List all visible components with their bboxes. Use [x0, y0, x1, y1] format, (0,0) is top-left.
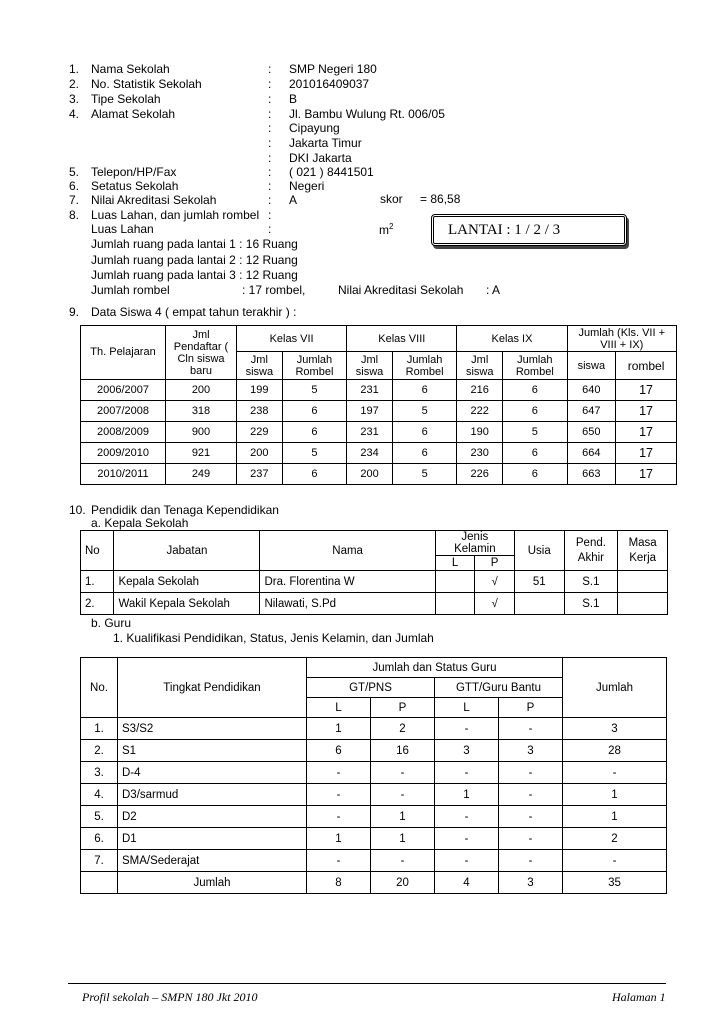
- kepala-table: [80, 530, 668, 615]
- guru-cell-no: 7.: [81, 850, 118, 872]
- guru-cell-no: 1.: [81, 718, 118, 740]
- guru-total-jumlah: 35: [563, 872, 667, 894]
- guru-cell-tingkat: S1: [118, 740, 307, 762]
- guru-cell-jumlah: 2: [563, 828, 667, 850]
- guru-total-gt-p: 20: [371, 872, 435, 894]
- profile-colon: :: [268, 121, 272, 135]
- siswa-row: [81, 401, 677, 422]
- ruang-lantai-1: Jumlah ruang pada lantai 1 : 16 Ruang: [91, 237, 298, 251]
- profile-value: SMP Negeri 180: [289, 62, 377, 76]
- guru-cell-jumlah: 3: [563, 718, 667, 740]
- siswa-cell-pendaftar: 318: [166, 401, 237, 422]
- siswa-cell-k8-rombel: 6: [392, 380, 456, 401]
- guru-cell-tingkat: D3/sarmud: [118, 784, 307, 806]
- guru-cell-gtt-l: -: [435, 762, 499, 784]
- guru-cell-jumlah: -: [563, 850, 667, 872]
- footer-right: Halaman 1: [612, 990, 666, 1004]
- siswa-cell-th-pelajaran: 2010/2011: [81, 464, 166, 485]
- gth-jumlah: Jumlah: [563, 658, 667, 718]
- profile-colon: :: [268, 151, 272, 165]
- siswa-cell-k7-siswa: 199: [237, 380, 283, 401]
- kepala-cell-l: [435, 593, 475, 615]
- profile-label: Luas Lahan: [91, 222, 154, 236]
- siswa-row: [81, 443, 677, 464]
- guru-table: [80, 657, 667, 894]
- gth-gtt-l: L: [435, 698, 499, 718]
- th-k8-rombel: Jumlah Rombel: [392, 352, 456, 380]
- siswa-cell-total-rombel: 17: [616, 443, 677, 464]
- gth-gtt-p: P: [499, 698, 563, 718]
- profile-no: 1.: [69, 62, 80, 76]
- profile-value: 201016409037: [289, 77, 370, 91]
- th-k8-siswa: Jml siswa: [347, 352, 393, 380]
- guru-cell-gt-l: 6: [307, 740, 371, 762]
- siswa-cell-th-pelajaran: 2006/2007: [81, 380, 166, 401]
- siswa-cell-k9-siswa: 226: [457, 464, 503, 485]
- profile-no: 6.: [69, 179, 80, 193]
- guru-cell-gt-p: 2: [371, 718, 435, 740]
- profile-colon: :: [268, 92, 272, 106]
- section10-no: 10.: [69, 503, 86, 517]
- siswa-cell-k8-rombel: 6: [392, 422, 456, 443]
- gth-status: Jumlah dan Status Guru: [307, 658, 563, 678]
- siswa-cell-total-rombel: 17: [616, 380, 677, 401]
- kepala-cell-p: √: [475, 593, 515, 615]
- siswa-cell-k8-siswa: 200: [347, 464, 393, 485]
- siswa-cell-k9-rombel: 6: [503, 401, 567, 422]
- siswa-cell-k7-siswa: 237: [237, 464, 283, 485]
- th-total: Jumlah (Kls. VII + VIII + IX): [567, 326, 676, 352]
- guru-total-gt-l: 8: [307, 872, 371, 894]
- guru-row: [81, 762, 667, 784]
- guru-row: [81, 718, 667, 740]
- siswa-cell-total-siswa: 664: [567, 443, 616, 464]
- guru-cell-gtt-p: -: [499, 718, 563, 740]
- th-kelas-7: Kelas VII: [237, 326, 347, 352]
- siswa-cell-k9-rombel: 6: [503, 443, 567, 464]
- profile-label: Tipe Sekolah: [91, 92, 161, 106]
- gth-no: No.: [81, 658, 118, 718]
- profile-label: No. Statistik Sekolah: [91, 77, 202, 91]
- siswa-cell-k9-rombel: 6: [503, 380, 567, 401]
- profile-value: Negeri: [289, 179, 325, 193]
- m2-sup: 2: [389, 222, 394, 231]
- sub-b1-title: 1. Kualifikasi Pendidikan, Status, Jenis Kelamin, dan Jumlah: [113, 631, 434, 645]
- guru-cell-gtt-p: -: [499, 784, 563, 806]
- kth-jk: Jenis Kelamin: [435, 531, 514, 556]
- gth-gtt: GTT/Guru Bantu: [435, 678, 563, 698]
- kepala-cell-masa: [618, 593, 668, 615]
- profile-value: Jl. Bambu Wulung Rt. 006/05: [289, 107, 445, 121]
- profile-colon: :: [268, 62, 272, 76]
- guru-cell-gtt-l: 3: [435, 740, 499, 762]
- lantai-text: LANTAI : 1 / 2 / 3: [448, 221, 561, 238]
- guru-cell-gt-p: 1: [371, 806, 435, 828]
- guru-row: [81, 850, 667, 872]
- section9-title: Data Siswa 4 ( empat tahun terakhir ) :: [91, 305, 297, 319]
- kth-l: L: [435, 556, 475, 571]
- siswa-cell-total-siswa: 650: [567, 422, 616, 443]
- guru-cell-gtt-p: -: [499, 828, 563, 850]
- lantai-box: [431, 214, 627, 246]
- th-total-rombel: rombel: [616, 352, 677, 380]
- th-th-pelajaran: Th. Pelajaran: [81, 326, 166, 380]
- kth-masa: Masa Kerja: [618, 531, 668, 571]
- guru-row: [81, 828, 667, 850]
- section9-no: 9.: [69, 305, 80, 319]
- th-kelas-8: Kelas VIII: [347, 326, 457, 352]
- siswa-cell-total-siswa: 640: [567, 380, 616, 401]
- profile-label: Alamat Sekolah: [91, 107, 176, 121]
- profile-colon: :: [268, 179, 272, 193]
- profile-label: Setatus Sekolah: [91, 179, 179, 193]
- gth-tingkat: Tingkat Pendidikan: [118, 658, 307, 718]
- guru-cell-gtt-l: -: [435, 828, 499, 850]
- kepala-cell-usia: 51: [514, 571, 564, 593]
- guru-total-blank: [81, 872, 118, 894]
- rombel-label: Jumlah rombel: [91, 283, 170, 297]
- kepala-cell-nama: Dra. Florentina W: [260, 571, 435, 593]
- guru-cell-gt-p: -: [371, 762, 435, 784]
- siswa-cell-k7-rombel: 6: [282, 401, 346, 422]
- profile-no: 5.: [69, 165, 80, 179]
- guru-cell-tingkat: D2: [118, 806, 307, 828]
- th-kelas-9: Kelas IX: [457, 326, 567, 352]
- ruang-lantai-2: Jumlah ruang pada lantai 2 : 12 Ruang: [91, 253, 298, 267]
- kepala-row: [81, 593, 668, 615]
- guru-cell-jumlah: -: [563, 762, 667, 784]
- siswa-cell-k8-siswa: 231: [347, 422, 393, 443]
- siswa-cell-pendaftar: 900: [166, 422, 237, 443]
- kth-jabatan: Jabatan: [114, 531, 260, 571]
- profile-value: B: [289, 92, 298, 106]
- kepala-row: [81, 571, 668, 593]
- kepala-cell-no: 1.: [81, 571, 114, 593]
- siswa-cell-k7-siswa: 229: [237, 422, 283, 443]
- guru-cell-tingkat: D1: [118, 828, 307, 850]
- skor-value: = 86,58: [420, 192, 461, 206]
- kepala-cell-no: 2.: [81, 593, 114, 615]
- siswa-cell-k9-rombel: 6: [503, 464, 567, 485]
- guru-cell-jumlah: 28: [563, 740, 667, 762]
- siswa-cell-total-rombel: 17: [616, 464, 677, 485]
- guru-cell-gt-p: -: [371, 784, 435, 806]
- siswa-cell-k8-rombel: 5: [392, 401, 456, 422]
- m2-unit: [379, 222, 393, 237]
- th-k7-siswa: Jml siswa: [237, 352, 283, 380]
- siswa-cell-total-siswa: 647: [567, 401, 616, 422]
- guru-cell-no: 2.: [81, 740, 118, 762]
- guru-total-gtt-l: 4: [435, 872, 499, 894]
- th-k9-siswa: Jml siswa: [457, 352, 503, 380]
- siswa-cell-pendaftar: 921: [166, 443, 237, 464]
- gth-gt-p: P: [371, 698, 435, 718]
- guru-total-row: [81, 872, 667, 894]
- profile-no: 7.: [69, 193, 80, 207]
- siswa-cell-k8-siswa: 234: [347, 443, 393, 464]
- akreditasi-label: Nilai Akreditasi Sekolah: [338, 283, 464, 297]
- guru-cell-no: 5.: [81, 806, 118, 828]
- th-pendaftar: Jml Pendaftar ( Cln siswa baru: [166, 326, 237, 380]
- section10-title: Pendidik dan Tenaga Kependidikan: [91, 503, 279, 517]
- siswa-cell-k9-rombel: 5: [503, 422, 567, 443]
- guru-cell-gtt-l: -: [435, 718, 499, 740]
- siswa-cell-total-siswa: 663: [567, 464, 616, 485]
- guru-cell-gt-l: -: [307, 850, 371, 872]
- kth-nama: Nama: [260, 531, 435, 571]
- profile-label: Nilai Akreditasi Sekolah: [91, 193, 217, 207]
- ruang-lantai-3: Jumlah ruang pada lantai 3 : 12 Ruang: [91, 268, 298, 282]
- kepala-cell-nama: Nilawati, S.Pd: [260, 593, 435, 615]
- kepala-cell-l: [435, 571, 475, 593]
- siswa-cell-k8-siswa: 231: [347, 380, 393, 401]
- siswa-cell-k9-siswa: 190: [457, 422, 503, 443]
- guru-cell-gt-l: 1: [307, 718, 371, 740]
- guru-cell-gt-l: -: [307, 806, 371, 828]
- siswa-cell-th-pelajaran: 2008/2009: [81, 422, 166, 443]
- kepala-cell-masa: [618, 571, 668, 593]
- profile-label: Telepon/HP/Fax: [91, 165, 177, 179]
- guru-cell-gt-p: 1: [371, 828, 435, 850]
- guru-cell-gtt-p: 3: [499, 740, 563, 762]
- gth-gt: GT/PNS: [307, 678, 435, 698]
- guru-cell-gtt-p: -: [499, 806, 563, 828]
- guru-cell-no: 3.: [81, 762, 118, 784]
- gth-gt-l: L: [307, 698, 371, 718]
- guru-cell-jumlah: 1: [563, 806, 667, 828]
- profile-label: Luas Lahan, dan jumlah rombel: [91, 208, 260, 222]
- rombel-value: : 17 rombel,: [242, 283, 306, 297]
- th-total-siswa: siswa: [567, 352, 616, 380]
- kth-usia: Usia: [514, 531, 564, 571]
- sub-b-guru: b. Guru: [91, 616, 132, 630]
- siswa-cell-k9-siswa: 216: [457, 380, 503, 401]
- guru-cell-gt-l: -: [307, 762, 371, 784]
- profile-colon: :: [268, 222, 272, 236]
- guru-cell-gtt-l: -: [435, 850, 499, 872]
- guru-cell-tingkat: D-4: [118, 762, 307, 784]
- siswa-cell-k7-rombel: 5: [282, 443, 346, 464]
- footer-left: Profil sekolah – SMPN 180 Jkt 2010: [82, 990, 258, 1004]
- siswa-cell-k8-siswa: 197: [347, 401, 393, 422]
- siswa-cell-k7-siswa: 238: [237, 401, 283, 422]
- siswa-table: [80, 325, 677, 485]
- kepala-cell-pend: S.1: [564, 571, 618, 593]
- kepala-cell-usia: [514, 593, 564, 615]
- guru-cell-gtt-p: -: [499, 762, 563, 784]
- guru-cell-tingkat: SMA/Sederajat: [118, 850, 307, 872]
- guru-cell-gtt-l: -: [435, 806, 499, 828]
- guru-cell-gt-l: -: [307, 784, 371, 806]
- siswa-cell-total-rombel: 17: [616, 401, 677, 422]
- siswa-cell-total-rombel: 17: [616, 422, 677, 443]
- guru-cell-gt-l: 1: [307, 828, 371, 850]
- siswa-cell-pendaftar: 249: [166, 464, 237, 485]
- profile-value: A: [289, 193, 298, 207]
- profile-value: ( 021 ) 8441501: [289, 165, 374, 179]
- profile-no: 3.: [69, 92, 80, 106]
- skor-label: skor: [380, 192, 403, 206]
- guru-row: [81, 784, 667, 806]
- siswa-cell-k7-rombel: 6: [282, 464, 346, 485]
- profile-label: Nama Sekolah: [91, 62, 170, 76]
- siswa-cell-k7-rombel: 5: [282, 380, 346, 401]
- profile-value: Cipayung: [289, 121, 340, 135]
- guru-cell-no: 6.: [81, 828, 118, 850]
- siswa-cell-pendaftar: 200: [166, 380, 237, 401]
- guru-cell-gtt-l: 1: [435, 784, 499, 806]
- profile-colon: :: [268, 107, 272, 121]
- th-k7-rombel: Jumlah Rombel: [282, 352, 346, 380]
- siswa-row: [81, 422, 677, 443]
- siswa-cell-k7-rombel: 6: [282, 422, 346, 443]
- profile-no: 4.: [69, 107, 80, 121]
- guru-total-label: Jumlah: [118, 872, 307, 894]
- guru-row: [81, 740, 667, 762]
- guru-cell-gt-p: -: [371, 850, 435, 872]
- footer-divider: [68, 983, 666, 984]
- kepala-cell-p: √: [475, 571, 515, 593]
- profile-colon: :: [268, 208, 272, 222]
- siswa-row: [81, 464, 677, 485]
- guru-cell-jumlah: 1: [563, 784, 667, 806]
- siswa-cell-k9-siswa: 230: [457, 443, 503, 464]
- profile-no: 2.: [69, 77, 80, 91]
- profile-colon: :: [268, 165, 272, 179]
- profile-value: Jakarta Timur: [289, 136, 362, 150]
- profile-no: 8.: [69, 208, 80, 222]
- profile-colon: :: [268, 136, 272, 150]
- siswa-cell-k8-rombel: 6: [392, 443, 456, 464]
- th-k9-rombel: Jumlah Rombel: [503, 352, 567, 380]
- kth-pend: Pend. Akhir: [564, 531, 618, 571]
- kth-no: No: [81, 531, 114, 571]
- kth-p: P: [475, 556, 515, 571]
- kepala-cell-jabatan: Kepala Sekolah: [114, 571, 260, 593]
- siswa-cell-k9-siswa: 222: [457, 401, 503, 422]
- kepala-cell-pend: S.1: [564, 593, 618, 615]
- guru-row: [81, 806, 667, 828]
- profile-value: DKI Jakarta: [289, 151, 352, 165]
- akreditasi-value: : A: [486, 283, 501, 297]
- profile-colon: :: [268, 77, 272, 91]
- kepala-cell-jabatan: Wakil Kepala Sekolah: [114, 593, 260, 615]
- siswa-row: [81, 380, 677, 401]
- m2-text: m: [379, 223, 389, 237]
- guru-cell-tingkat: S3/S2: [118, 718, 307, 740]
- siswa-cell-k7-siswa: 200: [237, 443, 283, 464]
- sub-a-kepala: a. Kepala Sekolah: [91, 516, 189, 530]
- guru-cell-gtt-p: -: [499, 850, 563, 872]
- guru-total-gtt-p: 3: [499, 872, 563, 894]
- guru-cell-gt-p: 16: [371, 740, 435, 762]
- siswa-cell-k8-rombel: 5: [392, 464, 456, 485]
- guru-cell-no: 4.: [81, 784, 118, 806]
- siswa-cell-th-pelajaran: 2009/2010: [81, 443, 166, 464]
- profile-colon: :: [268, 193, 272, 207]
- siswa-cell-th-pelajaran: 2007/2008: [81, 401, 166, 422]
